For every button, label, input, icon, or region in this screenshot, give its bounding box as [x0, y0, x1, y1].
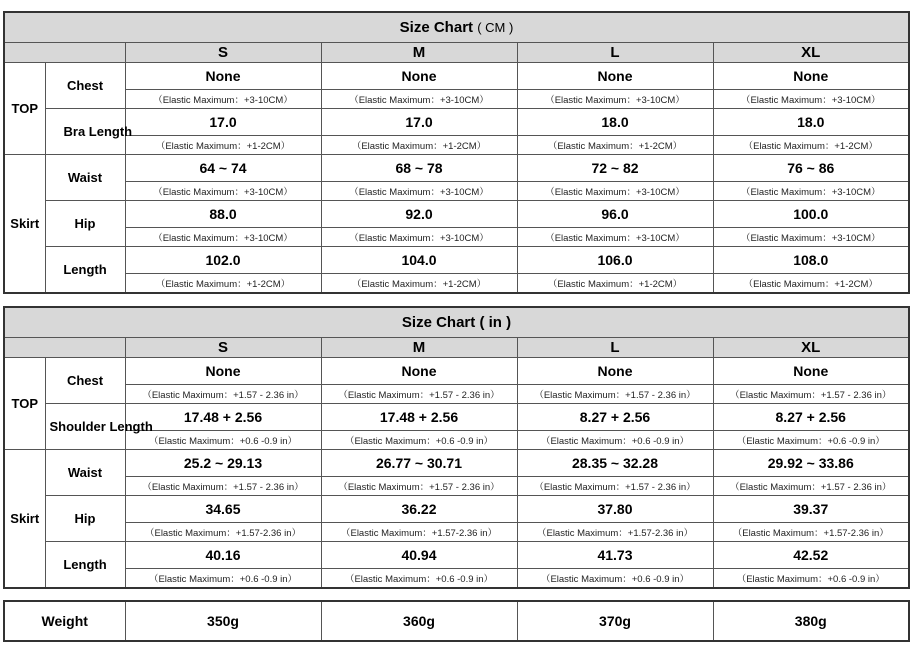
measure-length: Length: [45, 247, 125, 294]
hip-value-l: 37.80: [517, 496, 713, 523]
hip-note-m: （Elastic Maximum：+3-10CM）: [321, 228, 517, 247]
chart-unit: ( CM ): [477, 20, 514, 35]
chest-value-l: None: [517, 63, 713, 90]
bra-length-note-s: （Elastic Maximum：+1-2CM）: [125, 136, 321, 155]
length-note-xl: （Elastic Maximum：+0.6 -0.9 in）: [713, 569, 909, 589]
shoulder-length-note-s: （Elastic Maximum：+0.6 -0.9 in）: [125, 431, 321, 450]
shoulder-length-value-xl: 8.27 + 2.56: [713, 404, 909, 431]
measure-shoulder-length: Shoulder Length: [45, 404, 125, 450]
measure-hip: Hip: [45, 201, 125, 247]
hip-value-xl: 100.0: [713, 201, 909, 228]
measure-chest: Chest: [45, 63, 125, 109]
length-value-m: 40.94: [321, 542, 517, 569]
length-value-s: 102.0: [125, 247, 321, 274]
header-blank: [4, 338, 125, 358]
section-top: TOP: [4, 358, 45, 450]
chest-value-s: None: [125, 358, 321, 385]
chest-note-l: （Elastic Maximum：+1.57 - 2.36 in）: [517, 385, 713, 404]
chest-value-m: None: [321, 63, 517, 90]
size-header-xl: XL: [713, 338, 909, 358]
waist-value-xl: 76 ~ 86: [713, 155, 909, 182]
waist-value-m: 68 ~ 78: [321, 155, 517, 182]
hip-note-l: （Elastic Maximum：+1.57-2.36 in）: [517, 523, 713, 542]
hip-note-xl: （Elastic Maximum：+1.57-2.36 in）: [713, 523, 909, 542]
waist-value-s: 25.2 ~ 29.13: [125, 450, 321, 477]
weight-table: [3, 600, 910, 642]
waist-value-xl: 29.92 ~ 33.86: [713, 450, 909, 477]
chest-value-s: None: [125, 63, 321, 90]
waist-note-l: （Elastic Maximum：+1.57 - 2.36 in）: [517, 477, 713, 496]
size-header-s: S: [125, 338, 321, 358]
chart-title-text: Size Chart: [401, 314, 476, 331]
length-value-l: 106.0: [517, 247, 713, 274]
waist-value-l: 28.35 ~ 32.28: [517, 450, 713, 477]
waist-note-s: （Elastic Maximum：+1.57 - 2.36 in）: [125, 477, 321, 496]
size-chart-in: [3, 306, 910, 589]
size-header-m: M: [321, 338, 517, 358]
length-value-s: 40.16: [125, 542, 321, 569]
length-note-l: （Elastic Maximum：+0.6 -0.9 in）: [517, 569, 713, 589]
waist-note-m: （Elastic Maximum：+1.57 - 2.36 in）: [321, 477, 517, 496]
weight-value-l: 370g: [517, 601, 713, 641]
length-note-m: （Elastic Maximum：+1-2CM）: [321, 274, 517, 294]
section-top: TOP: [4, 63, 45, 155]
size-header-m: M: [321, 43, 517, 63]
measure-waist: Waist: [45, 155, 125, 201]
measure-chest: Chest: [45, 358, 125, 404]
chart-title: [4, 12, 909, 43]
chest-note-s: （Elastic Maximum：+3-10CM）: [125, 90, 321, 109]
waist-value-m: 26.77 ~ 30.71: [321, 450, 517, 477]
chest-value-m: None: [321, 358, 517, 385]
waist-note-xl: （Elastic Maximum：+3-10CM）: [713, 182, 909, 201]
bra-length-note-m: （Elastic Maximum：+1-2CM）: [321, 136, 517, 155]
chest-value-l: None: [517, 358, 713, 385]
length-value-m: 104.0: [321, 247, 517, 274]
chart-title-text: Size Chart: [399, 19, 474, 36]
chest-value-xl: None: [713, 63, 909, 90]
hip-value-xl: 39.37: [713, 496, 909, 523]
weight-label: Weight: [4, 601, 125, 641]
hip-note-m: （Elastic Maximum：+1.57-2.36 in）: [321, 523, 517, 542]
shoulder-length-note-xl: （Elastic Maximum：+0.6 -0.9 in）: [713, 431, 909, 450]
chart-unit: ( in ): [479, 314, 512, 331]
waist-note-l: （Elastic Maximum：+3-10CM）: [517, 182, 713, 201]
waist-value-l: 72 ~ 82: [517, 155, 713, 182]
bra-length-value-s: 17.0: [125, 109, 321, 136]
hip-value-m: 36.22: [321, 496, 517, 523]
section-skirt: Skirt: [4, 155, 45, 294]
length-value-xl: 108.0: [713, 247, 909, 274]
waist-note-xl: （Elastic Maximum：+1.57 - 2.36 in）: [713, 477, 909, 496]
size-header-s: S: [125, 43, 321, 63]
measure-bra-length: Bra Length: [45, 109, 125, 155]
bra-length-note-l: （Elastic Maximum：+1-2CM）: [517, 136, 713, 155]
bra-length-value-m: 17.0: [321, 109, 517, 136]
length-note-xl: （Elastic Maximum：+1-2CM）: [713, 274, 909, 294]
length-value-l: 41.73: [517, 542, 713, 569]
size-chart-cm: [3, 11, 910, 294]
length-note-m: （Elastic Maximum：+0.6 -0.9 in）: [321, 569, 517, 589]
hip-note-l: （Elastic Maximum：+3-10CM）: [517, 228, 713, 247]
bra-length-value-xl: 18.0: [713, 109, 909, 136]
hip-value-s: 34.65: [125, 496, 321, 523]
size-header-xl: XL: [713, 43, 909, 63]
hip-note-xl: （Elastic Maximum：+3-10CM）: [713, 228, 909, 247]
chest-value-xl: None: [713, 358, 909, 385]
chart-title: [4, 307, 909, 338]
length-note-s: （Elastic Maximum：+0.6 -0.9 in）: [125, 569, 321, 589]
waist-note-m: （Elastic Maximum：+3-10CM）: [321, 182, 517, 201]
bra-length-note-xl: （Elastic Maximum：+1-2CM）: [713, 136, 909, 155]
shoulder-length-note-m: （Elastic Maximum：+0.6 -0.9 in）: [321, 431, 517, 450]
hip-note-s: （Elastic Maximum：+1.57-2.36 in）: [125, 523, 321, 542]
measure-waist: Waist: [45, 450, 125, 496]
bra-length-value-l: 18.0: [517, 109, 713, 136]
section-skirt: Skirt: [4, 450, 45, 589]
measure-hip: Hip: [45, 496, 125, 542]
shoulder-length-value-s: 17.48 + 2.56: [125, 404, 321, 431]
waist-value-s: 64 ~ 74: [125, 155, 321, 182]
chest-note-xl: （Elastic Maximum：+1.57 - 2.36 in）: [713, 385, 909, 404]
shoulder-length-value-l: 8.27 + 2.56: [517, 404, 713, 431]
weight-value-s: 350g: [125, 601, 321, 641]
chest-note-m: （Elastic Maximum：+3-10CM）: [321, 90, 517, 109]
length-note-s: （Elastic Maximum：+1-2CM）: [125, 274, 321, 294]
weight-value-m: 360g: [321, 601, 517, 641]
shoulder-length-note-l: （Elastic Maximum：+0.6 -0.9 in）: [517, 431, 713, 450]
weight-value-xl: 380g: [713, 601, 909, 641]
length-note-l: （Elastic Maximum：+1-2CM）: [517, 274, 713, 294]
hip-note-s: （Elastic Maximum：+3-10CM）: [125, 228, 321, 247]
hip-value-l: 96.0: [517, 201, 713, 228]
size-header-l: L: [517, 43, 713, 63]
chest-note-m: （Elastic Maximum：+1.57 - 2.36 in）: [321, 385, 517, 404]
size-header-l: L: [517, 338, 713, 358]
hip-value-m: 92.0: [321, 201, 517, 228]
hip-value-s: 88.0: [125, 201, 321, 228]
length-value-xl: 42.52: [713, 542, 909, 569]
header-blank: [4, 43, 125, 63]
waist-note-s: （Elastic Maximum：+3-10CM）: [125, 182, 321, 201]
chest-note-s: （Elastic Maximum：+1.57 - 2.36 in）: [125, 385, 321, 404]
measure-length: Length: [45, 542, 125, 589]
shoulder-length-value-m: 17.48 + 2.56: [321, 404, 517, 431]
chest-note-l: （Elastic Maximum：+3-10CM）: [517, 90, 713, 109]
chest-note-xl: （Elastic Maximum：+3-10CM）: [713, 90, 909, 109]
